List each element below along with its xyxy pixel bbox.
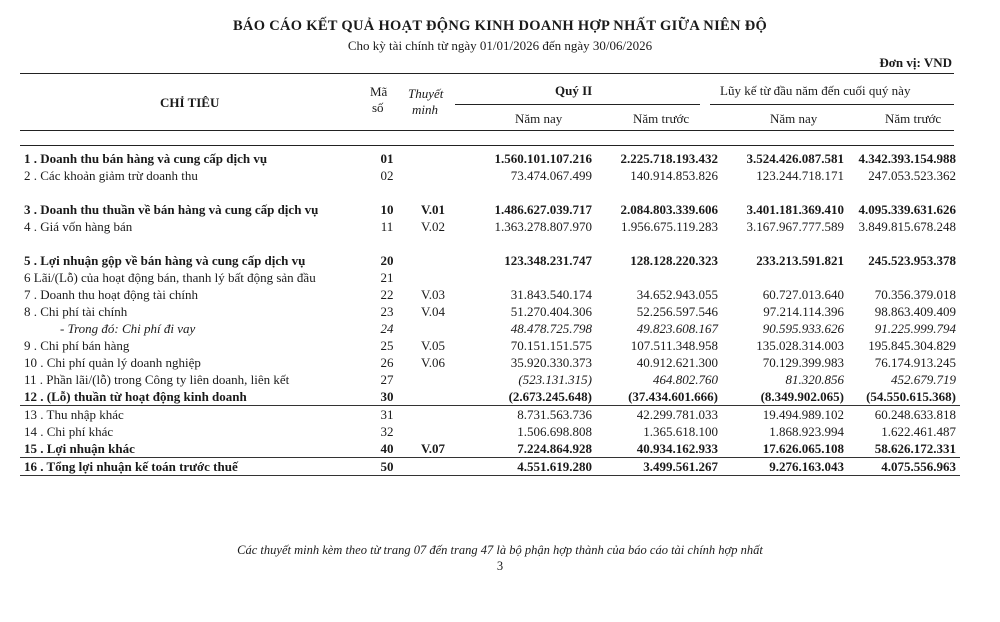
row-cumulative-this-year: 17.626.065.108 [762, 441, 844, 456]
row-quarter-last-year: 1.365.618.100 [643, 424, 718, 439]
row-code: 10 [380, 202, 394, 217]
row-name: 12 . (Lỗ) thuần từ hoạt động kinh doanh [20, 388, 368, 406]
table-row [20, 218, 960, 235]
row-note: V.01 [421, 202, 445, 217]
row-name: 2 . Các khoản giảm trừ doanh thu [24, 168, 198, 183]
row-quarter-last-year [596, 269, 722, 286]
row-code: 30 [368, 388, 406, 406]
table-row [20, 440, 960, 458]
col-note-line1: Thuyết [408, 86, 444, 101]
header-bottom-rule-2 [20, 145, 954, 146]
row-name: - Trong đó: Chi phí đi vay [60, 321, 196, 336]
row-cumulative-this-year: 60.727.013.640 [762, 287, 844, 302]
row-code: 11 [380, 219, 394, 234]
row-quarter-last-year: 52.256.597.546 [636, 304, 718, 319]
row-code: 27 [380, 372, 394, 387]
row-cumulative-this-year: 19.494.989.102 [762, 407, 844, 422]
row-quarter-this-year: 7.224.864.928 [517, 441, 592, 456]
table-row [20, 167, 960, 184]
row-note: V.07 [421, 441, 445, 456]
row-cumulative-this-year: 3.167.967.777.589 [746, 219, 844, 234]
row-quarter-this-year: 51.270.404.306 [510, 304, 592, 319]
table-row [20, 150, 960, 167]
row-cumulative-last-year: 1.622.461.487 [881, 424, 956, 439]
row-name: 4 . Giá vốn hàng bán [24, 219, 133, 234]
row-cumulative-this-year: 123.244.718.171 [756, 168, 844, 183]
row-cumulative-last-year: 452.679.719 [891, 372, 956, 387]
row-note: V.04 [421, 304, 445, 319]
row-cumulative-this-year: 81.320.856 [785, 372, 844, 387]
table-row [20, 423, 960, 440]
row-cumulative-this-year: 3.524.426.087.581 [746, 151, 844, 166]
row-name: 11 . Phần lãi/(lỗ) trong Công ty liên doanh, liên kết [24, 372, 290, 387]
table-row [20, 303, 960, 320]
row-cumulative-this-year [722, 269, 848, 286]
row-quarter-this-year: 70.151.151.575 [510, 338, 592, 353]
row-quarter-this-year: 35.920.330.373 [510, 355, 592, 370]
row-note [406, 150, 460, 167]
row-cumulative-last-year: 76.174.913.245 [874, 355, 956, 370]
row-note [406, 269, 460, 286]
col-code-line1: Mã [370, 84, 388, 99]
table-row [20, 354, 960, 371]
row-cumulative-this-year: 90.595.933.626 [762, 321, 844, 336]
row-name: 14 . Chi phí khác [24, 424, 114, 439]
row-quarter-this-year: 1.363.278.807.970 [494, 219, 592, 234]
row-cumulative-last-year [848, 269, 960, 286]
row-cumulative-this-year: 97.214.114.396 [763, 304, 844, 319]
row-cumulative-last-year: 58.626.172.331 [874, 441, 956, 456]
report-title: BÁO CÁO KẾT QUẢ HOẠT ĐỘNG KINH DOANH HỢP NHẤT GIỮA NIÊN ĐỘ [232, 18, 768, 34]
row-code: 20 [380, 253, 394, 268]
row-code: 26 [380, 355, 394, 370]
row-note [406, 371, 460, 388]
row-quarter-this-year: (523.131.315) [518, 372, 592, 387]
row-note [406, 423, 460, 440]
row-cumulative-last-year: 98.863.409.409 [874, 304, 956, 319]
row-quarter-this-year: 48.478.725.798 [510, 321, 592, 336]
row-note [406, 235, 460, 269]
row-cumulative-this-year: 135.028.314.003 [756, 338, 844, 353]
income-statement-table [20, 150, 960, 476]
report-period: Cho kỳ tài chính từ ngày 01/01/2026 đến ngày 30/06/2026 [347, 38, 653, 53]
row-note: V.06 [421, 355, 445, 370]
row-cumulative-this-year: 233.213.591.821 [756, 253, 844, 268]
row-note: V.05 [421, 338, 445, 353]
row-cumulative-this-year: 3.401.181.369.410 [746, 202, 844, 217]
row-cumulative-this-year: (8.349.902.065) [722, 388, 848, 406]
col-note-line2: minh [412, 102, 438, 117]
row-code: 21 [380, 270, 394, 285]
row-cumulative-last-year: 91.225.999.794 [874, 321, 956, 336]
col-indicator: CHỈ TIÊU [160, 95, 220, 110]
table-row [20, 269, 960, 286]
row-cumulative-last-year: 4.075.556.963 [848, 458, 960, 476]
row-name: 9 . Chi phí bán hàng [24, 338, 130, 353]
row-quarter-last-year: 3.499.561.267 [596, 458, 722, 476]
row-quarter-last-year: 42.299.781.033 [636, 407, 718, 422]
row-code: 01 [380, 151, 394, 166]
row-cumulative-this-year: 9.276.163.043 [722, 458, 848, 476]
row-quarter-this-year [460, 269, 596, 286]
row-quarter-this-year: 123.348.231.747 [504, 253, 592, 268]
row-name: 10 . Chi phí quản lý doanh nghiệp [24, 355, 201, 370]
row-quarter-this-year: (2.673.245.648) [460, 388, 596, 406]
row-quarter-last-year: 107.511.348.958 [630, 338, 718, 353]
row-cumulative-last-year: 4.095.339.631.626 [858, 202, 956, 217]
row-quarter-last-year: 40.934.162.933 [636, 441, 718, 456]
row-quarter-this-year: 8.731.563.736 [517, 407, 592, 422]
row-quarter-this-year: 73.474.067.499 [510, 168, 592, 183]
row-name: 3 . Doanh thu thuần về bán hàng và cung cấp dịch vụ [24, 202, 319, 217]
page-number: 3 [496, 559, 504, 573]
row-code: 25 [380, 338, 394, 353]
row-cumulative-last-year: 70.356.379.018 [874, 287, 956, 302]
row-name: 16 . Tổng lợi nhuận kế toán trước thuế [20, 458, 368, 476]
row-note: V.02 [421, 219, 445, 234]
row-quarter-last-year: 1.956.675.119.283 [620, 219, 718, 234]
row-cumulative-last-year: 247.053.523.362 [868, 168, 956, 183]
row-quarter-this-year: 1.486.627.039.717 [494, 202, 592, 217]
row-quarter-this-year: 1.560.101.107.216 [494, 151, 592, 166]
table-row [20, 320, 960, 337]
row-quarter-last-year: 34.652.943.055 [636, 287, 718, 302]
col-quarter-last-year: Năm trước [633, 111, 690, 126]
row-cumulative-this-year: 1.868.923.994 [769, 424, 844, 439]
table-row [20, 235, 960, 269]
row-code: 24 [380, 321, 394, 336]
row-code: 50 [368, 458, 406, 476]
col-code-line2: số [372, 100, 384, 115]
row-note [406, 320, 460, 337]
row-note [406, 406, 460, 424]
row-name: 6 Lãi/(Lỗ) của hoạt động bán, thanh lý bất động sản đầu [24, 270, 316, 285]
row-cumulative-last-year: 4.342.393.154.988 [858, 151, 956, 166]
quarter-underline [455, 104, 700, 105]
row-cumulative-last-year: 60.248.633.818 [874, 407, 956, 422]
row-code: 23 [380, 304, 394, 319]
row-name: 13 . Thu nhập khác [24, 407, 124, 422]
row-code: 32 [380, 424, 394, 439]
row-quarter-this-year: 1.506.698.808 [517, 424, 592, 439]
row-note [406, 388, 460, 406]
table-row [20, 406, 960, 424]
row-code: 40 [380, 441, 394, 456]
col-quarter-this-year: Năm nay [515, 111, 563, 126]
row-name: 7 . Doanh thu hoạt động tài chính [24, 287, 199, 302]
table-row [20, 458, 960, 476]
table-row [20, 286, 960, 303]
row-note [406, 458, 460, 476]
row-quarter-last-year: 40.912.621.300 [636, 355, 718, 370]
row-name: 5 . Lợi nhuận gộp về bán hàng và cung cấp dịch vụ [24, 253, 306, 268]
table-row [20, 337, 960, 354]
row-quarter-last-year: 2.084.803.339.606 [620, 202, 718, 217]
row-code: 02 [380, 168, 394, 183]
footnote: Các thuyết minh kèm theo từ trang 07 đến trang 47 là bộ phận hợp thành của báo cáo tài chính hợp nhất [237, 543, 763, 557]
table-row [20, 184, 960, 218]
row-code: 22 [380, 287, 394, 302]
row-note [406, 167, 460, 184]
table-row [20, 388, 960, 406]
row-quarter-this-year: 31.843.540.174 [510, 287, 592, 302]
row-name: 15 . Lợi nhuận khác [24, 441, 135, 456]
cumulative-underline [710, 104, 954, 105]
row-quarter-this-year: 4.551.619.280 [460, 458, 596, 476]
row-quarter-last-year: 49.823.608.167 [636, 321, 718, 336]
row-cumulative-last-year: 195.845.304.829 [868, 338, 956, 353]
col-cum-last-year: Năm trước [885, 111, 942, 126]
row-note: V.03 [421, 287, 445, 302]
row-cumulative-this-year: 70.129.399.983 [762, 355, 844, 370]
currency-unit: Đơn vị: VND [879, 55, 952, 70]
row-cumulative-last-year: 245.523.953.378 [868, 253, 956, 268]
row-quarter-last-year: 140.914.853.826 [630, 168, 718, 183]
row-cumulative-last-year: 3.849.815.678.248 [858, 219, 956, 234]
row-quarter-last-year: (37.434.601.666) [596, 388, 722, 406]
row-name: 8 . Chi phí tài chính [24, 304, 128, 319]
row-quarter-last-year: 128.128.220.323 [630, 253, 718, 268]
header-top-rule [20, 73, 954, 74]
row-cumulative-last-year: (54.550.615.368) [848, 388, 960, 406]
col-cumulative: Lũy kế từ đầu năm đến cuối quý này [720, 83, 911, 98]
row-name: 1 . Doanh thu bán hàng và cung cấp dịch vụ [24, 151, 268, 166]
header-bottom-rule [20, 130, 954, 131]
col-cum-this-year: Năm nay [770, 111, 818, 126]
row-quarter-last-year: 464.802.760 [653, 372, 718, 387]
row-quarter-last-year: 2.225.718.193.432 [620, 151, 718, 166]
col-quarter: Quý II [555, 83, 593, 98]
row-code: 31 [380, 407, 394, 422]
table-row [20, 371, 960, 388]
